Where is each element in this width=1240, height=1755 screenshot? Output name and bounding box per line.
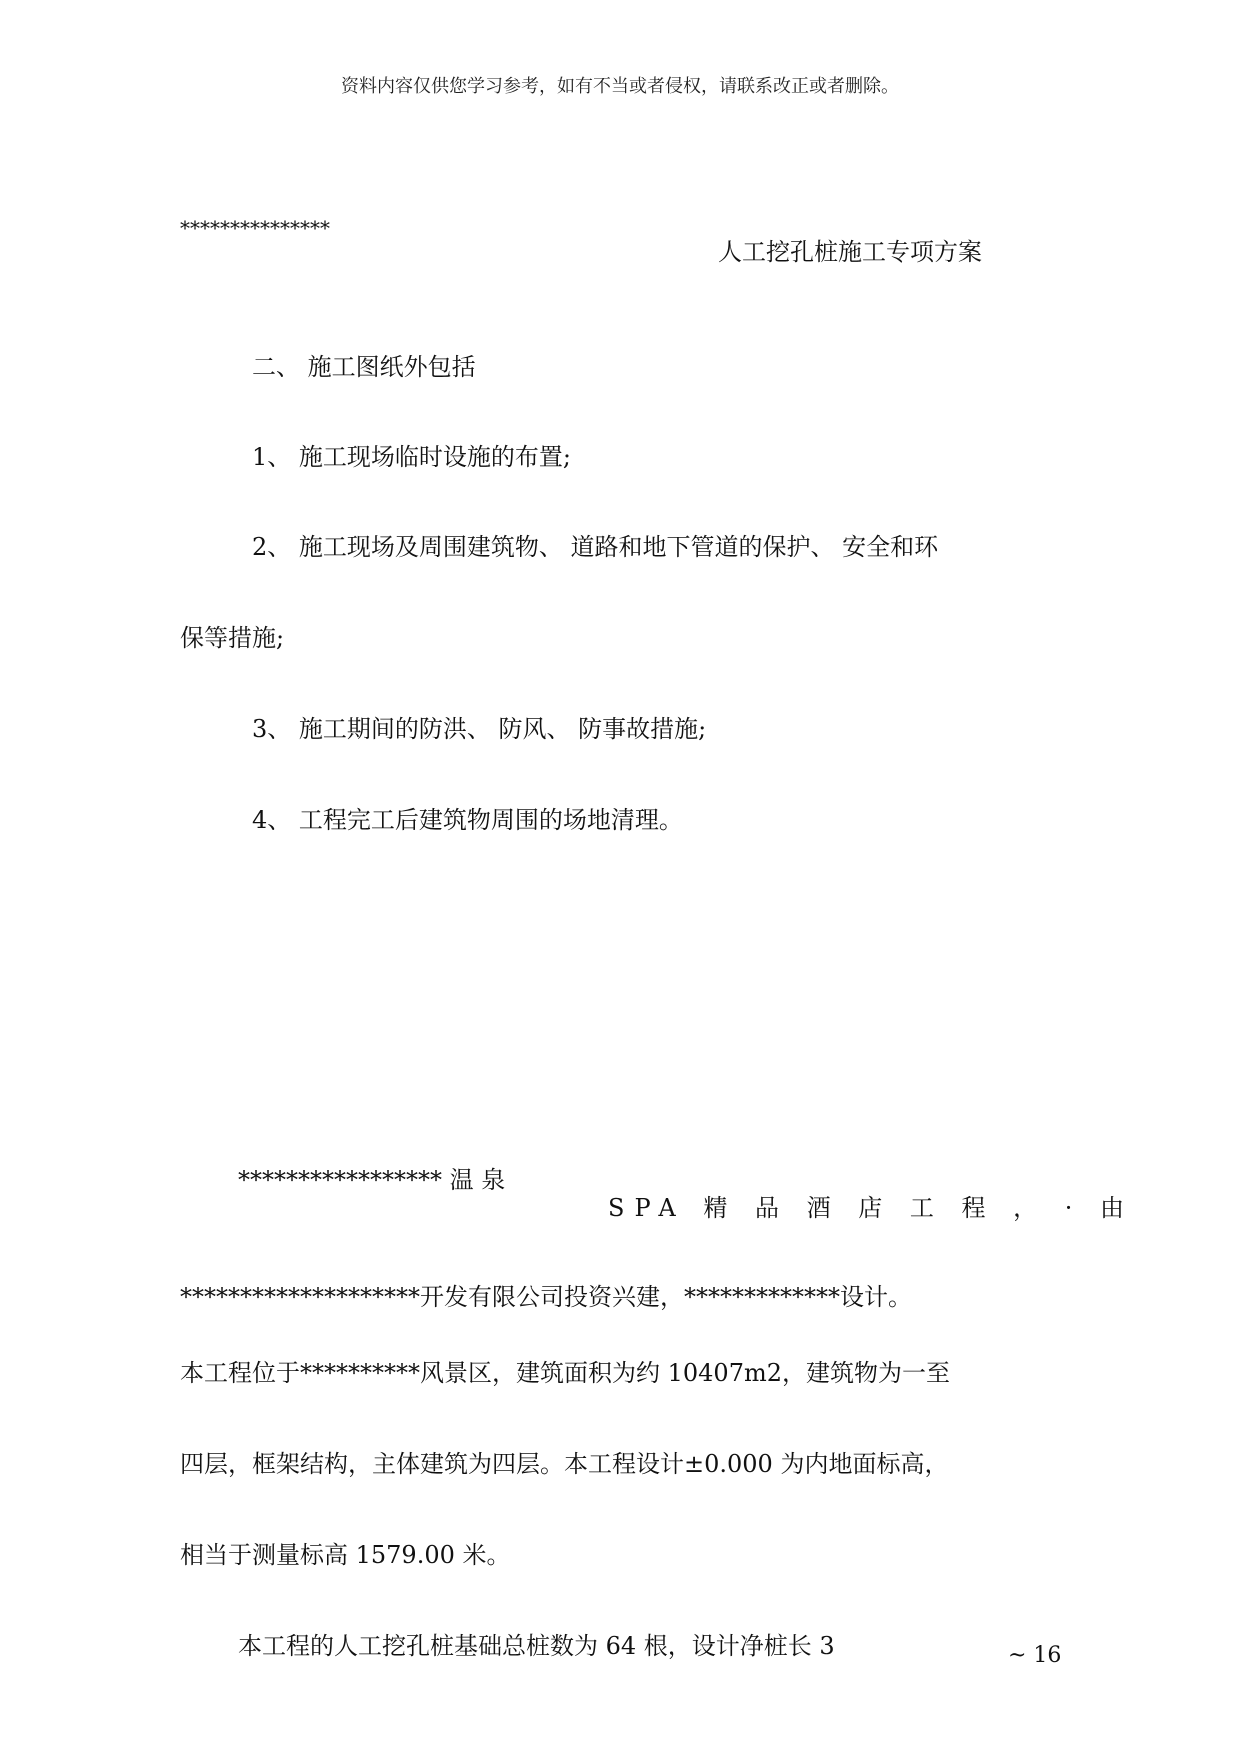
overview-line-1a: ***************** 温 泉 — [238, 1166, 506, 1194]
document-title: 人工挖孔桩施工专项方案 — [718, 238, 982, 266]
list-item: 3、 施工期间的防洪、 防风、 防事故措施; — [252, 715, 707, 743]
overview-line-2: ********************开发有限公司投资兴建，*************设计。 — [180, 1283, 912, 1311]
overview-line-4: 四层，框架结构，主体建筑为四层。本工程设计±0.000 为内地面标高， — [180, 1450, 949, 1478]
section-heading: 二、 施工图纸外包括 — [252, 353, 476, 381]
overview-line-6a: 本工程的人工挖孔桩基础总桩数为 64 根，设计净桩长 3 — [238, 1632, 835, 1660]
overview-line-3: 本工程位于**********风景区，建筑面积为约 10407m2，建筑物为一至 — [180, 1359, 951, 1387]
list-item-continuation: 保等措施; — [180, 624, 285, 652]
overview-line-1b: SPA 精 品 酒 店 工 程 ， · 由 — [608, 1194, 1135, 1222]
overview-line-6b: ~ 16 — [1008, 1643, 1062, 1668]
list-item: 4、 工程完工后建筑物周围的场地清理。 — [252, 806, 683, 834]
redacted-project-name: *************** — [180, 216, 330, 240]
overview-line-5: 相当于测量标高 1579.00 米。 — [180, 1541, 511, 1569]
disclaimer-notice: 资料内容仅供您学习参考，如有不当或者侵权，请联系改正或者删除。 — [341, 76, 899, 97]
list-item: 1、 施工现场临时设施的布置; — [252, 443, 571, 471]
list-item: 2、 施工现场及周围建筑物、 道路和地下管道的保护、 安全和环 — [252, 533, 939, 561]
